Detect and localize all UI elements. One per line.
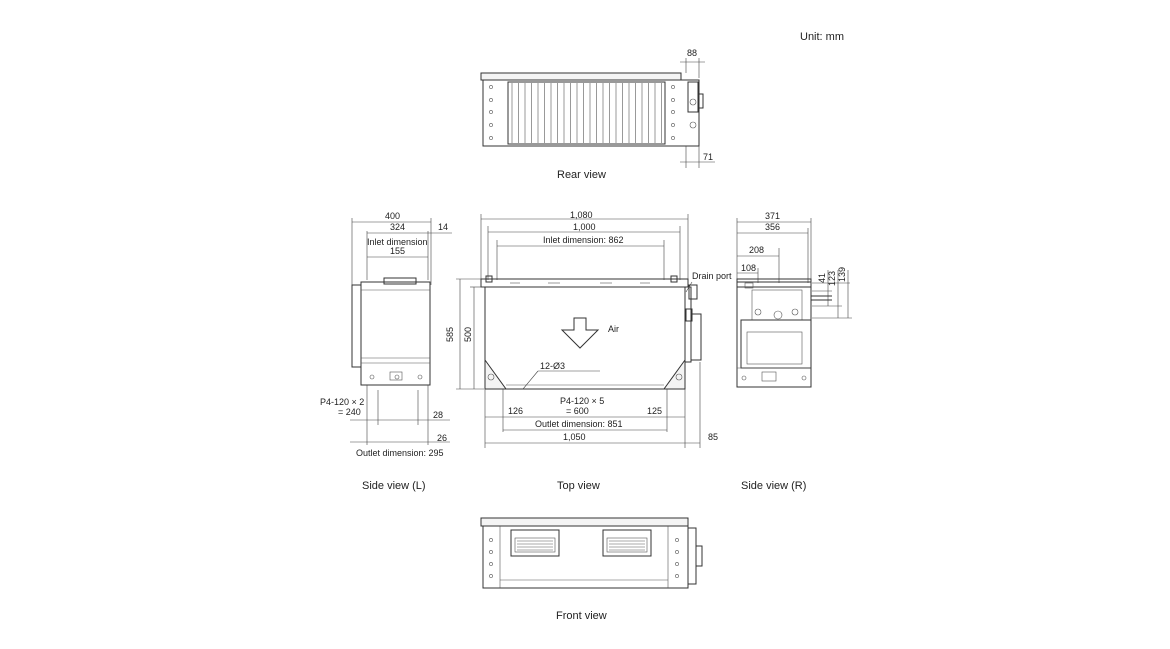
top-dim-1080: 1,080 — [570, 210, 593, 220]
rear-dim-88: 88 — [687, 48, 698, 58]
top-inlet-label: Inlet dimension: 862 — [543, 235, 624, 245]
side-r-dim-208: 208 — [749, 245, 765, 255]
side-l-inlet-label: Inlet dimension — [367, 237, 428, 247]
side-r-dim-356: 356 — [765, 222, 781, 232]
top-pitch-total: = 600 — [566, 406, 589, 416]
side-l-pitch-total: = 240 — [338, 407, 361, 417]
side-l-outlet: Outlet dimension: 295 — [356, 448, 444, 458]
top-dim-126: 126 — [508, 406, 524, 416]
rear-coil-fins — [512, 83, 662, 143]
side-l-dim-324: 324 — [390, 222, 406, 232]
top-drain-label: Drain port — [692, 271, 732, 281]
top-dim-125: 125 — [647, 406, 663, 416]
top-view — [445, 210, 732, 492]
side-l-pitch: P4-120 × 2 — [320, 397, 365, 407]
rear-view-caption: Rear view — [557, 169, 606, 181]
side-view-left — [320, 211, 452, 492]
top-air-label: Air — [608, 324, 619, 334]
side-l-dim-400: 400 — [385, 211, 401, 221]
front-fan-right-grille — [609, 541, 645, 550]
top-pitch: P4-120 × 5 — [560, 396, 605, 406]
side-r-dim-139: 139 — [837, 266, 847, 282]
side-view-right — [737, 211, 852, 492]
side-l-dim-26: 26 — [437, 433, 448, 443]
side-r-dim-41: 41 — [817, 272, 827, 283]
side-l-dim-28: 28 — [433, 410, 444, 420]
top-dim-1050: 1,050 — [563, 432, 586, 442]
top-dim-500: 500 — [463, 326, 473, 342]
rear-view — [481, 48, 715, 181]
top-dim-85: 85 — [708, 432, 719, 442]
side-r-dim-123: 123 — [827, 270, 837, 286]
front-fan-left-grille — [517, 541, 553, 550]
air-flow-arrow-icon — [562, 318, 598, 348]
rear-dim-71: 71 — [703, 152, 714, 162]
side-view-left-caption: Side view (L) — [362, 480, 426, 492]
top-outlet-label: Outlet dimension: 851 — [535, 419, 623, 429]
top-dim-1000: 1,000 — [573, 222, 596, 232]
top-view-caption: Top view — [557, 480, 600, 492]
top-dim-585: 585 — [445, 326, 455, 342]
front-view-caption: Front view — [556, 610, 607, 622]
front-view — [481, 518, 702, 622]
unit-label: Unit: mm — [800, 31, 844, 43]
side-view-right-caption: Side view (R) — [741, 480, 807, 492]
side-r-dim-108: 108 — [741, 263, 757, 273]
side-l-dim-14: 14 — [438, 222, 449, 232]
top-holes-label: 12-Ø3 — [540, 361, 566, 371]
side-r-dim-371: 371 — [765, 211, 781, 221]
side-l-dim-155: 155 — [390, 246, 406, 256]
